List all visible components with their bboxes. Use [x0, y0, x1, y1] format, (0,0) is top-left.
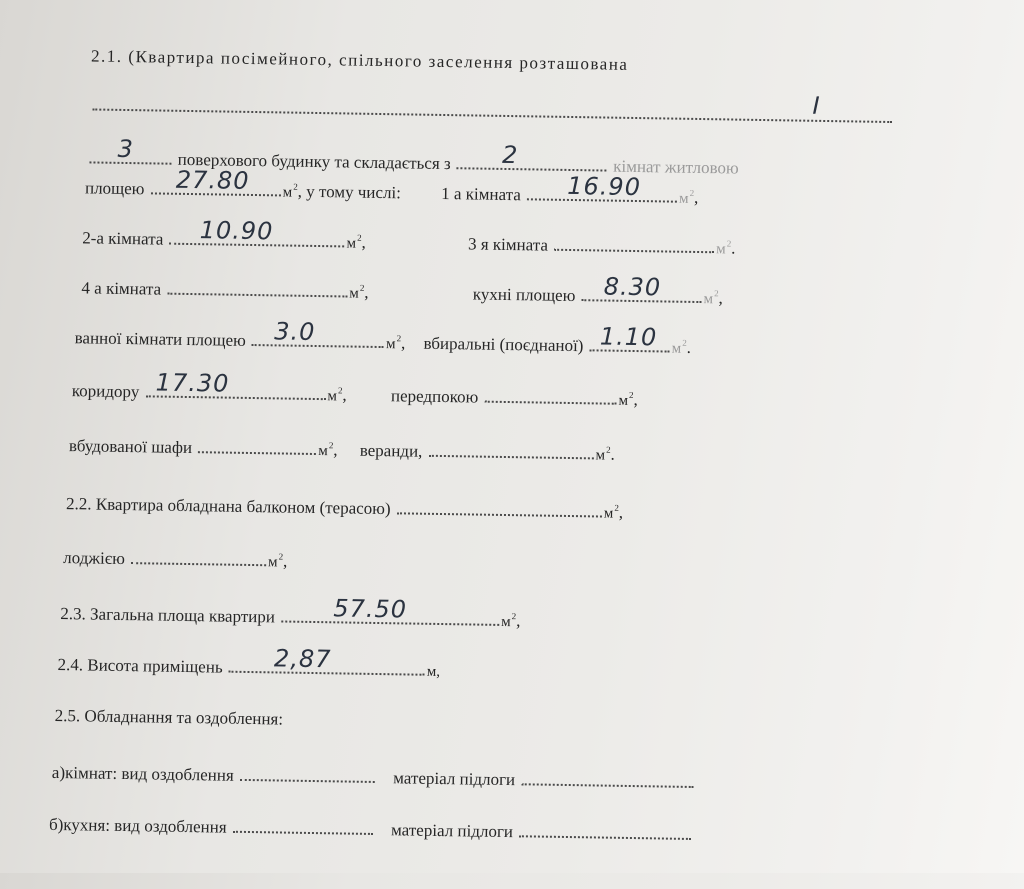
total-area-label: 2.3. Загальна площа квартири	[60, 604, 276, 627]
height-label: 2.4. Висота приміщень	[57, 654, 223, 677]
area-value: 27.80	[175, 165, 250, 195]
equipment-heading	[55, 706, 284, 730]
kitchen-floor-label: матеріал підлоги	[390, 820, 514, 842]
room2-label: 2-а кімната	[82, 228, 164, 249]
room2-line: 2-а кімната 10.90 $м^2$, 3 я кімната $м^2$.	[82, 216, 736, 258]
rooms-finish-label: а)кімнат: вид оздоблення	[51, 762, 234, 785]
bathroom-line: ванної кімнати площею 3.0 $м^2$, вбиральні (поєднаної) 1.10 $м^2$.	[74, 317, 692, 357]
kitchen-finish-field	[233, 816, 373, 835]
loggia-label: лоджією	[63, 548, 126, 569]
room1-field	[527, 171, 677, 202]
room2-field	[170, 216, 345, 248]
height-unit: м,	[426, 663, 441, 680]
address-dots	[92, 93, 892, 123]
rooms-label: кімнат житловою	[613, 156, 739, 178]
rooms-floor-label: матеріал підлоги	[393, 768, 516, 790]
height-field	[229, 644, 425, 676]
floors-label: поверхового будинку та складається з	[177, 149, 451, 174]
veranda-field	[429, 440, 594, 460]
heading-text: 2.1. (Квартира посімейного, спільного заселення розташована	[90, 46, 629, 74]
closet-line: вбудованої шафи $м^2$, веранди, $м^2$.	[68, 436, 616, 464]
bathroom-label: ванної кімнати площею	[74, 328, 246, 350]
toilet-label: вбиральні (поєднаної)	[423, 333, 584, 356]
corridor-line: коридору 17.30 $м^2$, передпокою $м^2$,	[71, 368, 638, 410]
floor-mark: I	[812, 91, 821, 120]
balcony-line: 2.2. Квартира обладнана балконом (терасою) $м^2$,	[65, 494, 624, 522]
height-value: 2,87	[273, 644, 332, 674]
bathroom-value: 3.0	[274, 317, 316, 346]
area-label: площею	[84, 178, 145, 199]
kitchen-field	[582, 272, 702, 303]
room3-field	[554, 234, 714, 254]
balcony-label: 2.2. Квартира обладнана балконом (терасою)	[65, 494, 391, 519]
total-area-value: 57.50	[333, 594, 408, 624]
kitchen-value: 8.30	[603, 272, 662, 302]
room4-line: 4 а кімната $м^2$, кухні площею 8.30 $м^2$,	[81, 272, 723, 308]
loggia-line: лоджією $м^2$,	[63, 548, 288, 571]
rooms-floor-field	[521, 768, 693, 788]
loggia-field	[131, 547, 266, 566]
closet-field	[198, 436, 316, 455]
room4-field	[167, 278, 347, 298]
closet-label: вбудованої шафи	[68, 436, 193, 458]
kitchen-finish-label: б)кухня: вид оздоблення	[48, 814, 227, 837]
veranda-label: веранди,	[359, 440, 423, 461]
unit: м	[282, 184, 293, 201]
room1-label: 1 а кімната	[441, 183, 522, 205]
rooms-value: 2	[501, 140, 519, 170]
kitchen-label: кухні площею	[472, 284, 576, 306]
section-2-1-heading	[91, 46, 629, 74]
toilet-value: 1.10	[599, 322, 658, 352]
kitchen-floor-field	[519, 820, 691, 840]
corridor-label: коридору	[71, 381, 140, 402]
room3-label: 3 я кімната	[467, 234, 549, 255]
rooms-finish-field	[240, 764, 375, 783]
area-field	[151, 165, 281, 196]
rooms-finish-line	[52, 761, 696, 793]
bathroom-field	[252, 317, 384, 348]
hall-field	[484, 386, 616, 405]
corridor-field	[145, 368, 325, 400]
floors-value: 3	[117, 134, 135, 164]
area-suffix: у тому числі:	[306, 181, 402, 203]
corridor-value: 17.30	[155, 368, 230, 398]
toilet-field	[590, 322, 670, 352]
kitchen-finish-line	[49, 813, 694, 845]
room1-value: 16.90	[567, 171, 642, 202]
area-line: площею 27.80 $м^2$, у тому числі: 1 а кімната 16.90 $м^2$,	[84, 165, 699, 207]
height-line	[57, 644, 441, 682]
hall-label: передпокою	[390, 386, 479, 407]
room2-value: 10.90	[199, 216, 274, 246]
equipment-label: 2.5. Обладнання та оздоблення:	[54, 705, 284, 729]
balcony-field	[397, 497, 602, 517]
rooms-field	[457, 140, 607, 171]
floors-field	[89, 134, 171, 164]
room4-label: 4 а кімната	[81, 278, 162, 299]
total-area-field	[281, 594, 499, 625]
address-line	[90, 93, 894, 128]
total-area-line: 2.3. Загальна площа квартири 57.50 $м^2$,	[60, 594, 521, 631]
